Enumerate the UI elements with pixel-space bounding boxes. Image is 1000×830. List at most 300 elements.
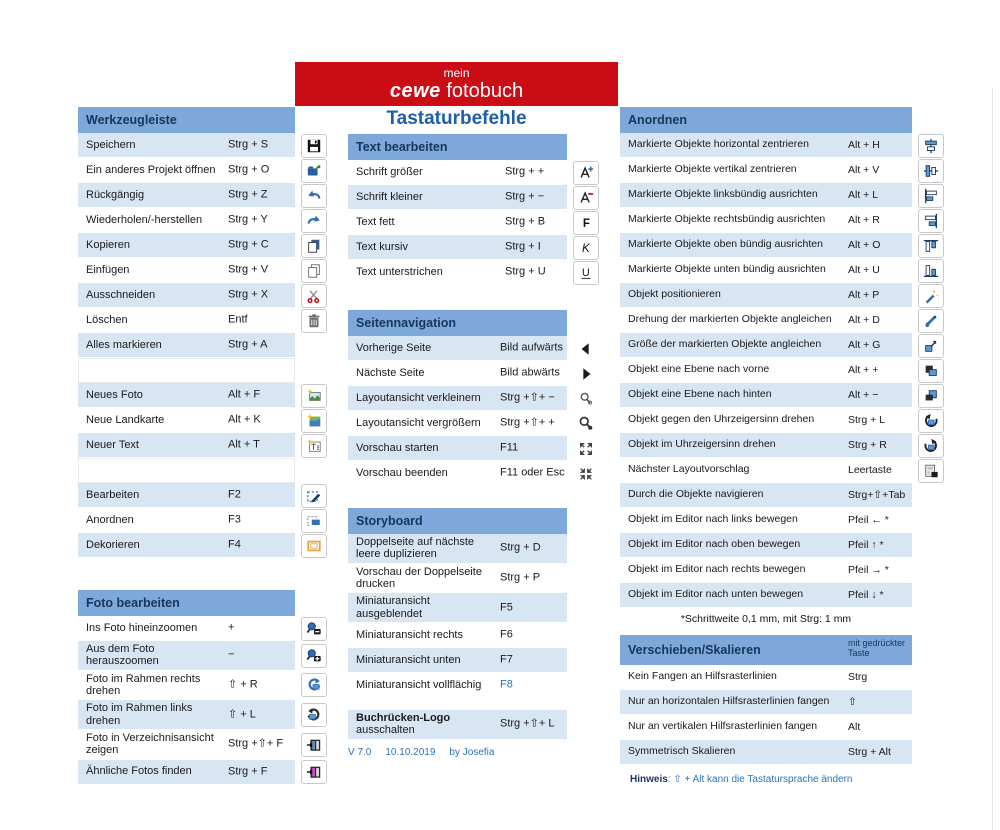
table-storyboard: [348, 508, 608, 698]
row-shortcut: Strg + +: [505, 165, 545, 178]
version-author: by Josefia: [449, 746, 495, 758]
row-label: Miniaturansicht unten: [356, 653, 461, 666]
row-label: Objekt eine Ebene nach hinten: [628, 388, 772, 401]
table-row: [620, 433, 912, 458]
table-row: [78, 671, 295, 701]
icon-cell: [301, 508, 327, 533]
row-shortcut: Strg + O: [228, 163, 270, 176]
row-shortcut: Strg+⇧+Tab: [848, 488, 906, 501]
rotate-ccw-icon: [918, 409, 944, 433]
row-label: Layoutansicht vergrößern: [356, 416, 481, 429]
svg-text:F: F: [582, 217, 590, 230]
icon-cell: [918, 233, 944, 258]
row-shortcut: Strg + B: [505, 215, 546, 228]
table-row: [348, 185, 567, 210]
undo-icon: [301, 184, 327, 208]
table-header-label: Anordnen: [628, 113, 688, 127]
icon-cell: [918, 665, 944, 690]
row-shortcut: F11 oder Esc: [500, 466, 565, 479]
row-shortcut: F3: [228, 513, 241, 526]
row-label: Ein anderes Projekt öffnen: [86, 163, 216, 176]
row-shortcut: Strg +⇧+ +: [500, 416, 555, 429]
table-row: [348, 336, 567, 361]
table-header-note: mit gedrückter Taste: [848, 638, 906, 658]
edit-icon: [301, 484, 327, 508]
icon-cell: [301, 358, 327, 383]
table-header-label: Foto bearbeiten: [86, 596, 180, 610]
icon-cell: [573, 673, 599, 698]
rotate-right-icon: [301, 673, 327, 697]
footnote-step-size: *Schrittweite 0,1 mm, mit Strg: 1 mm: [680, 613, 852, 625]
row-label: Dekorieren: [86, 538, 140, 551]
row-label: Neuer Text: [86, 438, 139, 451]
next-page-icon: [574, 363, 599, 385]
row-shortcut: ⇧ + R: [228, 678, 258, 691]
row-shortcut: Strg: [848, 670, 868, 683]
table-text-bearbeiten: [348, 134, 608, 285]
icon-cell: [573, 210, 599, 235]
table-header-label: Verschieben/Skalieren: [628, 643, 761, 657]
row-shortcut: Strg + A: [228, 338, 268, 351]
table-row: [348, 260, 567, 285]
row-label: Objekt eine Ebene nach vorne: [628, 363, 770, 376]
icon-cell: [918, 133, 944, 158]
icon-cell: [573, 623, 599, 648]
row-shortcut: F5: [500, 601, 513, 614]
table-row: [348, 593, 567, 623]
fotobuch-text: fotobuch: [440, 79, 524, 102]
row-shortcut: Strg + I: [505, 240, 541, 253]
icon-cell: [918, 558, 944, 583]
open-project-icon: [301, 159, 327, 183]
row-label: Schrift größer: [356, 165, 423, 178]
row-shortcut: F8: [500, 678, 513, 691]
page-edge-line: [992, 88, 993, 830]
table-row: [78, 483, 295, 508]
version-number: V 7.0: [348, 746, 372, 758]
row-shortcut: Alt + V: [848, 163, 880, 176]
icon-cell: [301, 383, 327, 408]
align-center-h-icon: [918, 134, 944, 158]
table-row: [620, 690, 912, 715]
table-row: [620, 233, 912, 258]
match-size-icon: [918, 334, 944, 358]
icon-cell: [301, 483, 327, 508]
row-shortcut: Pfeil ↑ *: [848, 538, 884, 551]
table-row: [620, 208, 912, 233]
row-shortcut: Alt + D: [848, 313, 880, 326]
row-shortcut: Alt + H: [848, 138, 880, 151]
table-foto-bearbeiten: [78, 590, 338, 785]
icon-cell: [918, 333, 944, 358]
row-shortcut: F2: [228, 488, 241, 501]
table-row: [348, 386, 567, 411]
brand-line-fotobuch: [295, 80, 618, 102]
icon-cell: [301, 641, 327, 671]
row-shortcut: Strg + C: [228, 238, 269, 251]
table-row: [78, 258, 295, 283]
table-row: [348, 623, 567, 648]
row-label: Löschen: [86, 313, 128, 326]
icon-cell: [918, 208, 944, 233]
icon-cell: [918, 158, 944, 183]
icon-cell: [573, 336, 599, 361]
table-row: [348, 710, 567, 740]
layout-zoom-out-icon: [574, 388, 599, 410]
table-row: [348, 436, 567, 461]
table-row: [620, 283, 912, 308]
row-shortcut: Strg + U: [505, 265, 546, 278]
row-label: Foto im Rahmen links drehen: [86, 702, 193, 727]
table-row: [348, 461, 567, 486]
row-label: Vorschau der Doppelseite drucken: [356, 565, 482, 590]
table-row: [78, 533, 295, 558]
table-row: [78, 283, 295, 308]
row-label: Kopieren: [86, 238, 131, 251]
table-row: [78, 700, 295, 730]
row-shortcut: Alt + +: [848, 363, 879, 376]
icon-cell: [301, 458, 327, 483]
row-shortcut: Alt + R: [848, 213, 880, 226]
row-shortcut: Alt + −: [848, 388, 879, 401]
row-label: Nur an horizontalen Hilfsrasterlinien fangen: [628, 695, 830, 708]
table-header: [348, 310, 567, 336]
row-label: Foto im Rahmen rechts drehen: [86, 672, 201, 697]
icon-cell: [301, 333, 327, 358]
row-shortcut: Alt + P: [848, 288, 880, 301]
row-label: Wiederholen/-herstellen: [86, 213, 203, 226]
row-label: Miniaturansicht vollflächig: [356, 678, 482, 691]
table-anordnen: [620, 107, 952, 608]
row-label: Vorschau starten: [356, 441, 439, 454]
table-verschieben-skalieren: [620, 635, 952, 765]
row-label: Markierte Objekte oben bündig ausrichten: [628, 238, 823, 251]
icon-cell: [301, 308, 327, 333]
row-label: Objekt im Editor nach oben bewegen: [628, 538, 801, 551]
paste-icon: [301, 259, 327, 283]
row-label: Anordnen: [86, 513, 134, 526]
row-label: Speichern: [86, 138, 136, 151]
icon-cell: [918, 583, 944, 608]
icon-cell: [573, 593, 599, 623]
icon-cell: [918, 258, 944, 283]
row-label: Vorschau beenden: [356, 466, 448, 479]
icon-cell: [301, 208, 327, 233]
align-top-icon: [918, 234, 944, 258]
icon-cell: [573, 361, 599, 386]
row-label: Durch die Objekte navigieren: [628, 488, 764, 501]
decorate-icon: [301, 534, 327, 558]
fullscreen-end-icon: [574, 463, 599, 485]
align-right-icon: [918, 209, 944, 233]
row-label: Miniaturansicht ausgeblendet: [356, 595, 430, 620]
row-shortcut: Pfeil ← *: [848, 513, 889, 526]
row-shortcut: Bild aufwärts: [500, 341, 563, 354]
table-row: [620, 158, 912, 183]
table-spacer-row: [78, 458, 295, 483]
cewe-logo-text: cewe: [389, 79, 441, 102]
table-row: [620, 583, 912, 608]
table-row: [620, 715, 912, 740]
row-label: Aus dem Foto herauszoomen: [86, 643, 159, 668]
row-shortcut: Strg + Alt: [848, 745, 891, 758]
icon-cell: [918, 690, 944, 715]
new-map-icon: [301, 409, 327, 433]
row-shortcut: Alt + U: [848, 263, 880, 276]
table-row: [620, 508, 912, 533]
row-shortcut: Alt + L: [848, 188, 879, 201]
page-title: Tastaturbefehle: [386, 108, 527, 129]
row-shortcut: ⇧: [848, 695, 857, 708]
table-row: [348, 160, 567, 185]
table-row: [620, 740, 912, 765]
icon-cell: [301, 408, 327, 433]
row-shortcut: Pfeil ↓ *: [848, 588, 884, 601]
table-row: [348, 673, 567, 698]
italic-icon: [573, 236, 599, 260]
table-header: [78, 107, 295, 133]
cewe-brand-banner: [295, 62, 618, 106]
footnote-hinweis: [620, 774, 952, 785]
table-row: [78, 308, 295, 333]
next-layout-icon: [918, 459, 944, 483]
icon-cell: [301, 730, 327, 760]
position-object-icon: [918, 284, 944, 308]
row-label: Nächste Seite: [356, 366, 425, 379]
row-label: Einfügen: [86, 263, 130, 276]
table-header-label: Text bearbeiten: [356, 140, 448, 154]
cut-icon: [301, 284, 327, 308]
row-shortcut: Bild abwärts: [500, 366, 560, 379]
table-row: [78, 730, 295, 760]
row-label: Text kursiv: [356, 240, 408, 253]
align-bottom-icon: [918, 259, 944, 283]
row-label: Objekt im Uhrzeigersinn drehen: [628, 438, 776, 451]
icon-cell: [918, 458, 944, 483]
table-row: [348, 210, 567, 235]
layer-forward-icon: [918, 359, 944, 383]
icon-cell: [301, 283, 327, 308]
row-label: Doppelseite auf nächste leere duplizieren: [356, 536, 475, 561]
row-shortcut: Leertaste: [848, 463, 892, 476]
svg-text:K: K: [582, 242, 590, 255]
version-date: 10.10.2019: [385, 746, 436, 758]
table-header-label: Werkzeugleiste: [86, 113, 177, 127]
icon-cell: [918, 183, 944, 208]
icon-cell: [918, 715, 944, 740]
icon-cell: [573, 534, 599, 564]
row-shortcut: F7: [500, 653, 513, 666]
layer-backward-icon: [918, 384, 944, 408]
table-header: [620, 107, 912, 133]
new-text-icon: [301, 434, 327, 458]
table-row: [620, 358, 912, 383]
table-header-label: Storyboard: [356, 514, 423, 528]
rotate-left-icon: [301, 703, 327, 727]
row-shortcut: ⇧ + L: [228, 708, 256, 721]
row-label: Größe der markierten Objekte angleichen: [628, 338, 822, 351]
row-label: Foto in Verzeichnisansicht zeigen: [86, 731, 214, 757]
row-shortcut: Alt + G: [848, 338, 881, 351]
icon-cell: [301, 760, 327, 785]
table-buchruecken-logo: [348, 710, 608, 740]
row-label: Alles markieren: [86, 338, 162, 351]
save-icon: [301, 134, 327, 158]
svg-text:U: U: [582, 266, 590, 279]
row-label: Text unterstrichen: [356, 265, 443, 278]
right-column: [620, 107, 952, 785]
row-label: Objekt im Editor nach rechts bewegen: [628, 563, 806, 576]
row-label: Objekt im Editor nach links bewegen: [628, 513, 798, 526]
align-center-v-icon: [918, 159, 944, 183]
row-shortcut: Strg + D: [500, 541, 541, 554]
redo-icon: [301, 209, 327, 233]
photo-zoom-out-icon: [301, 644, 327, 668]
table-row: [78, 208, 295, 233]
table-row: [78, 433, 295, 458]
icon-cell: [918, 483, 944, 508]
delete-icon: [301, 309, 327, 333]
row-label: Neue Landkarte: [86, 413, 165, 426]
icon-cell: [918, 533, 944, 558]
hinweis-label: Hinweis: [630, 774, 668, 785]
row-label: Neues Foto: [86, 388, 143, 401]
row-label: Markierte Objekte rechtsbündig ausrichten: [628, 213, 826, 226]
icon-cell: [918, 358, 944, 383]
row-label: Symmetrisch Skalieren: [628, 745, 736, 758]
icon-cell: [918, 433, 944, 458]
row-shortcut: Strg +⇧+ F: [228, 737, 284, 750]
icon-cell: [573, 461, 599, 486]
table-header: [348, 508, 567, 534]
table-spacer-row: [78, 358, 295, 383]
row-label: Markierte Objekte vertikal zentrieren: [628, 163, 797, 176]
row-label: Rückgängig: [86, 188, 145, 201]
row-shortcut: F11: [500, 441, 519, 454]
row-label: Vorherige Seite: [356, 341, 432, 354]
icon-cell: [301, 183, 327, 208]
row-shortcut: Strg + S: [228, 138, 269, 151]
row-label: Drehung der markierten Objekte angleichen: [628, 313, 832, 326]
table-row: [348, 564, 567, 594]
icon-cell: [918, 308, 944, 333]
version-line: [348, 747, 608, 758]
row-shortcut: Strg + R: [848, 438, 887, 451]
photo-zoom-in-icon: [301, 617, 327, 641]
table-row: [348, 235, 567, 260]
icon-cell: [573, 185, 599, 210]
table-row: [348, 648, 567, 673]
table-row: [78, 508, 295, 533]
row-label: Markierte Objekte unten bündig ausrichten: [628, 263, 826, 276]
find-similar-icon: [301, 760, 327, 784]
table-row: [620, 133, 912, 158]
row-shortcut: F4: [228, 538, 241, 551]
icon-cell: [301, 616, 327, 641]
table-header-label: Seitennavigation: [356, 316, 457, 330]
match-rotation-icon: [918, 309, 944, 333]
icon-cell: [573, 160, 599, 185]
table-row: [620, 308, 912, 333]
row-shortcut: Strg + V: [228, 263, 269, 276]
row-shortcut: Alt + O: [848, 238, 881, 251]
icon-cell: [573, 260, 599, 285]
table-row: [620, 333, 912, 358]
row-shortcut: Strg + Y: [228, 213, 268, 226]
arrange-icon: [301, 509, 327, 533]
row-shortcut: Strg +⇧+ L: [500, 718, 555, 731]
icon-cell: [918, 283, 944, 308]
row-label: Markierte Objekte horizontal zentrieren: [628, 138, 809, 151]
icon-cell: [573, 564, 599, 594]
row-shortcut: Strg + P: [500, 571, 541, 584]
row-shortcut: Strg + L: [848, 413, 886, 426]
fullscreen-start-icon: [574, 438, 599, 460]
icon-cell: [918, 740, 944, 765]
row-label: Bearbeiten: [86, 488, 140, 501]
copy-icon: [301, 234, 327, 258]
table-row: [620, 483, 912, 508]
row-label: Nur an vertikalen Hilfsrasterlinien fangen: [628, 720, 818, 733]
row-shortcut: Alt + F: [228, 388, 261, 401]
icon-cell: [918, 408, 944, 433]
row-shortcut: −: [228, 648, 235, 661]
table-header: [348, 134, 567, 160]
middle-column: [348, 134, 608, 758]
icon-cell: [573, 235, 599, 260]
table-row: [348, 361, 567, 386]
row-label: Objekt gegen den Uhrzeigersinn drehen: [628, 413, 815, 426]
row-label: Kein Fangen an Hilfsrasterlinien: [628, 670, 777, 683]
table-row: [348, 411, 567, 436]
row-shortcut: Entf: [228, 313, 248, 326]
table-row: [620, 665, 912, 690]
new-photo-icon: [301, 384, 327, 408]
icon-cell: [918, 383, 944, 408]
icon-cell: [573, 436, 599, 461]
icon-cell: [301, 700, 327, 730]
icon-cell: [301, 671, 327, 701]
icon-cell: [301, 133, 327, 158]
row-label-bold: Buchrücken-Logo: [356, 712, 451, 725]
row-label: Schrift kleiner: [356, 190, 423, 203]
table-row: [78, 233, 295, 258]
row-label: Objekt positionieren: [628, 288, 721, 301]
icon-cell: [918, 508, 944, 533]
table-row: [78, 383, 295, 408]
row-label: Ähnliche Fotos finden: [86, 765, 192, 778]
table-row: [620, 383, 912, 408]
row-label: Text fett: [356, 215, 395, 228]
row-shortcut: Strg +⇧+ −: [500, 391, 555, 404]
table-row: [78, 183, 295, 208]
table-row: [78, 616, 295, 641]
hinweis-text: : ⇧ + Alt kann die Tastatursprache ändern: [667, 774, 853, 785]
row-shortcut: F6: [500, 628, 513, 641]
table-row: [78, 408, 295, 433]
row-label: Buchrücken-Logo ausschalten: [356, 712, 451, 737]
table-row: [78, 760, 295, 785]
row-shortcut: Pfeil → *: [848, 563, 889, 576]
icon-cell: [301, 258, 327, 283]
row-shortcut: Strg + Z: [228, 188, 268, 201]
table-row: [348, 534, 567, 564]
row-shortcut: Strg + −: [505, 190, 545, 203]
row-shortcut: Strg + X: [228, 288, 269, 301]
font-larger-icon: [573, 161, 599, 185]
table-row: [78, 641, 295, 671]
row-label: Nächster Layoutvorschlag: [628, 463, 750, 476]
